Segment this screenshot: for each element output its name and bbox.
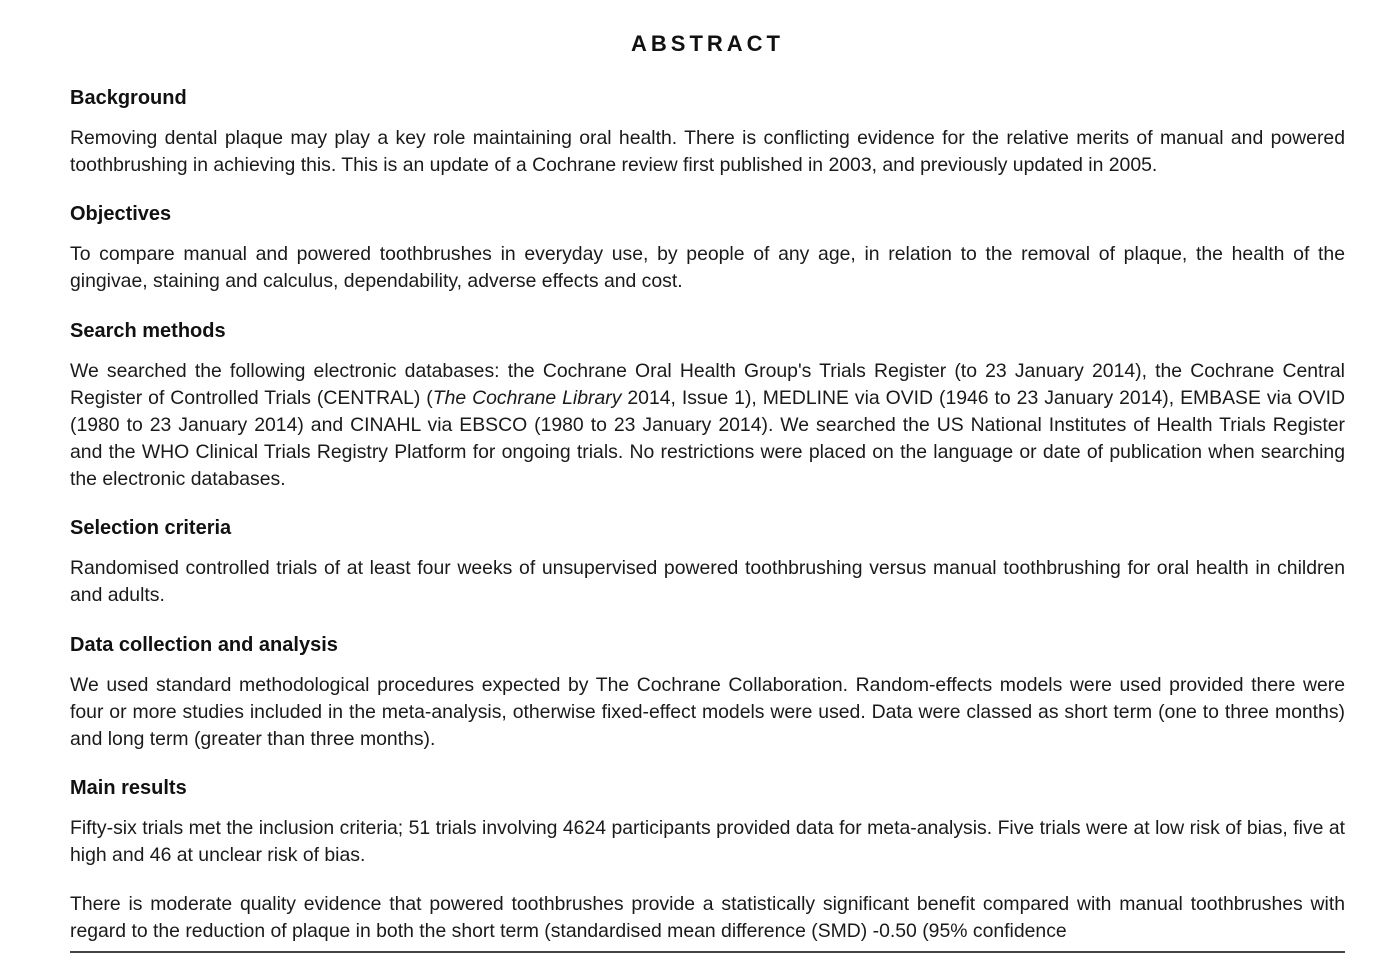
section-text: Removing dental plaque may play a key role maintaining oral health. There is conflicting evidence for the relative merits of manual and powered toothbrushing in achieving this. This is an update of a Cochrane review first published in 2003, and previously updated in 2005. (70, 127, 1345, 176)
section-heading: Data collection and analysis (70, 634, 338, 656)
section-heading: Background (70, 87, 187, 109)
footer-rule (70, 951, 1345, 953)
section-heading: Search methods (70, 320, 226, 342)
section-heading: Selection criteria (70, 517, 232, 539)
section-data-collection (70, 632, 1345, 753)
section-text: Fifty-six trials met the inclusion criteria; 51 trials involving 4624 participants provided data for meta-analysis. Five trials were at low risk of bias, five at high and 46 at unclear risk of bias. (70, 817, 1345, 866)
page-title: ABSTRACT (631, 31, 784, 56)
section-text: There is moderate quality evidence that powered toothbrushes provide a statistically significant benefit compared with manual toothbrushes with regard to the reduction of plaque in both the short term (standardised mean difference (SMD) -0.50 (95% confidence (70, 893, 1345, 942)
section-heading: Main results (70, 777, 187, 799)
section-text: To compare manual and powered toothbrushes in everyday use, by people of any age, in relation to the removal of plaque, the health of the gingivae, staining and calculus, dependability, adverse effects and cost. (70, 243, 1345, 292)
section-text: Randomised controlled trials of at least four weeks of unsupervised powered toothbrushing versus manual toothbrushing for oral health in children and adults. (70, 557, 1345, 606)
section-text (70, 358, 1345, 493)
section-text: We used standard methodological procedures expected by The Cochrane Collaboration. Random-effects models were used provided there were four or more studies included in the meta-analysis, otherwise fixed-effect models were used. Data were classed as short term (one to three months) and long term (greater than three months). (70, 674, 1345, 750)
section-background (70, 85, 1345, 179)
italic-title: The Cochrane Library (432, 387, 622, 409)
section-search-methods (70, 318, 1345, 493)
section-main-results (70, 775, 1345, 945)
section-heading: Objectives (70, 203, 172, 225)
text-segment: 2014, Issue 1), MEDLINE via OVID (1946 to 23 January 2014), EMBASE via OVID (1980 to 23 January 2014) and CINAHL via EBSCO (1980 to 23 January 2014). We searched the US National Institutes of Health Trials Register and the WHO Clinical Trials Registry Platform for ongoing trials. No restrictions were placed on the language or date of publication when searching the electronic databases. (70, 387, 1345, 490)
text-segment: We searched the following electronic databases: the Cochrane Oral Health Group's Trials Register (to 23 January 2014), the Cochrane Central Register of Controlled Trials (CENTRAL) ( (70, 360, 1345, 409)
section-objectives (70, 201, 1345, 295)
section-selection-criteria (70, 515, 1345, 609)
